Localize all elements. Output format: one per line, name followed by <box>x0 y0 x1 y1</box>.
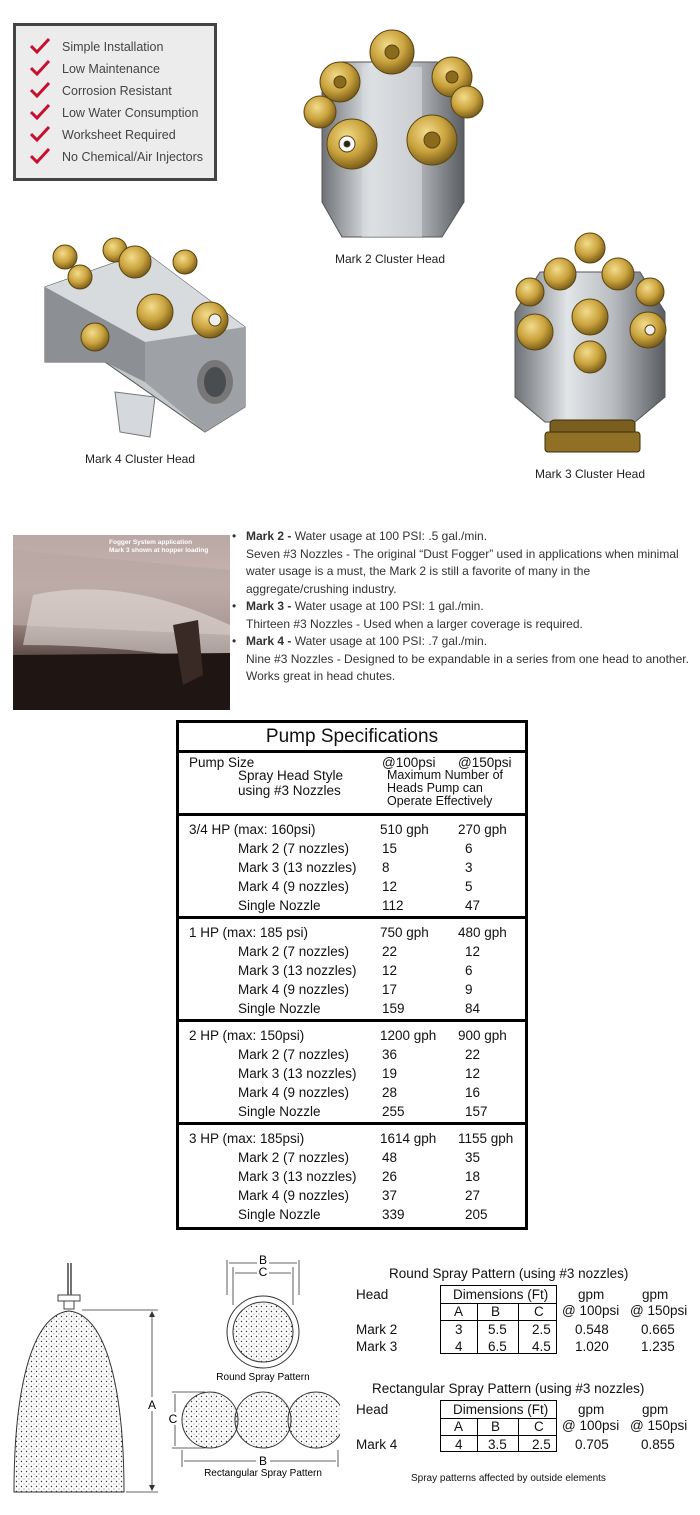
round-dim-b-label: B <box>258 1255 268 1267</box>
round-row-c: 2.5 <box>532 1322 551 1337</box>
mark4-cluster-head-image <box>35 232 250 447</box>
row-v150: 205 <box>465 1207 488 1222</box>
row-label: Mark 3 (13 nozzles) <box>238 963 357 978</box>
mark3-caption: Mark 3 Cluster Head <box>534 467 646 481</box>
checkmark-icon <box>30 126 50 142</box>
checkmark-icon <box>30 148 50 164</box>
mark-desc: Thirteen #3 Nozzles - Used when a larger coverage is required. <box>246 616 583 631</box>
round-row-g100: 0.548 <box>575 1322 609 1337</box>
row-label: Mark 3 (13 nozzles) <box>238 1169 357 1184</box>
round-head-label: Head <box>356 1287 389 1302</box>
rect-row-head: Mark 4 <box>356 1437 398 1452</box>
row-label: Mark 4 (9 nozzles) <box>238 1085 350 1100</box>
round-dim-divider <box>440 1320 557 1321</box>
mark2-cluster-head-image <box>292 22 492 248</box>
feature-item <box>30 124 214 146</box>
row-v150: 3 <box>465 860 473 875</box>
checkmark-icon <box>30 104 50 120</box>
round-row-g150: 0.665 <box>641 1322 675 1337</box>
feature-item <box>30 58 214 80</box>
rect-row-a: 4 <box>455 1437 463 1452</box>
rect-dim-c-label: C <box>168 1412 178 1426</box>
pump-size: 2 HP (max: 150psi) <box>189 1028 305 1043</box>
row-v100: 17 <box>382 982 398 997</box>
round-at-150: @ 150psi <box>630 1303 688 1318</box>
pump-gph-100: 510 gph <box>380 822 429 837</box>
round-row-a: 3 <box>455 1322 463 1337</box>
dim-a-label: A <box>147 1398 157 1412</box>
round-col-a: A <box>454 1304 464 1319</box>
pump-block-3hp <box>179 1125 525 1225</box>
col-head-style-1: Spray Head Style <box>238 768 344 783</box>
row-label: Mark 2 (7 nozzles) <box>238 1150 350 1165</box>
row-v100: 255 <box>382 1104 405 1119</box>
round-row-g100: 1.020 <box>575 1339 609 1354</box>
pump-gph-100: 1200 gph <box>380 1028 437 1043</box>
mark-desc: Seven #3 Nozzles - The original “Dust Fogger” used in applications when minimal water usage is a must, the Mark 2 is still a favorite of many in the aggregate/crushing industry. <box>246 546 679 596</box>
row-label: Mark 3 (13 nozzles) <box>238 1066 357 1081</box>
rect-row-b: 3.5 <box>488 1437 507 1452</box>
row-v150: 6 <box>465 963 473 978</box>
rect-table-title: Rectangular Spray Pattern (using #3 nozzles) <box>372 1381 645 1396</box>
row-v100: 12 <box>382 879 398 894</box>
round-row-g150: 1.235 <box>641 1339 675 1354</box>
row-v100: 37 <box>382 1188 398 1203</box>
pump-size: 3 HP (max: 185psi) <box>189 1131 305 1146</box>
row-v100: 12 <box>382 963 398 978</box>
row-v100: 15 <box>382 841 398 856</box>
pump-table-header <box>179 753 525 816</box>
features-box <box>13 23 217 181</box>
row-v100: 26 <box>382 1169 398 1184</box>
rect-col-b: B <box>491 1419 501 1434</box>
round-dim-c-label: C <box>258 1265 268 1279</box>
photo-caption-line1: Fogger System application <box>109 539 193 546</box>
col-max-heads-3: Operate Effectively <box>387 794 493 808</box>
row-v150: 157 <box>465 1104 488 1119</box>
pump-gph-100: 750 gph <box>380 925 429 940</box>
row-v150: 12 <box>465 1066 481 1081</box>
mark-desc: Nine #3 Nozzles - Designed to be expandable in a series from one head to another. Works great in head chutes. <box>246 651 689 683</box>
pump-size: 3/4 HP (max: 160psi) <box>189 822 316 837</box>
round-row-b: 5.5 <box>488 1322 507 1337</box>
row-label: Single Nozzle <box>238 898 321 913</box>
row-v100: 36 <box>382 1047 398 1062</box>
feature-label: Worksheet Required <box>62 128 176 142</box>
feature-item <box>30 102 214 124</box>
bullet-icon: • <box>232 599 237 613</box>
row-v150: 84 <box>465 1001 481 1016</box>
rect-row-g100: 0.705 <box>575 1437 609 1452</box>
footnote: Spray patterns affected by outside elements <box>411 1473 606 1484</box>
rect-pattern-label: Rectangular Spray Pattern <box>204 1468 322 1479</box>
mark2-caption: Mark 2 Cluster Head <box>334 252 446 266</box>
row-label: Single Nozzle <box>238 1207 321 1222</box>
row-v100: 112 <box>382 898 404 913</box>
mark4-bullet <box>232 633 692 651</box>
pump-gph-150: 270 gph <box>458 822 507 837</box>
row-label: Mark 2 (7 nozzles) <box>238 944 350 959</box>
fogger-application-photo <box>13 535 230 710</box>
pump-block-3-4hp <box>179 816 525 919</box>
row-label: Mark 4 (9 nozzles) <box>238 879 350 894</box>
feature-label: Simple Installation <box>62 40 164 54</box>
col-max-heads-1: Maximum Number of <box>387 768 503 782</box>
row-v100: 48 <box>382 1150 398 1165</box>
rect-at-100: @ 100psi <box>562 1418 620 1433</box>
row-label: Mark 3 (13 nozzles) <box>238 860 357 875</box>
rect-gpm-150: gpm <box>642 1402 669 1417</box>
checkmark-icon <box>30 60 50 76</box>
checkmark-icon <box>30 82 50 98</box>
round-row-c: 4.5 <box>532 1339 551 1354</box>
row-v100: 159 <box>382 1001 405 1016</box>
row-label: Mark 2 (7 nozzles) <box>238 841 350 856</box>
feature-label: Low Water Consumption <box>62 106 199 120</box>
row-v100: 28 <box>382 1085 398 1100</box>
pump-block-2hp <box>179 1022 525 1125</box>
feature-label: No Chemical/Air Injectors <box>62 150 204 164</box>
feature-item <box>30 146 214 168</box>
mark-usage: Water usage at 100 PSI: .5 gal./min. <box>294 529 488 543</box>
col-100psi: @100psi <box>382 755 436 770</box>
checkmark-icon <box>30 38 50 54</box>
row-label: Single Nozzle <box>238 1001 321 1016</box>
mark4-caption: Mark 4 Cluster Head <box>84 452 196 466</box>
col-head-style-2: using #3 Nozzles <box>238 783 341 798</box>
row-v150: 22 <box>465 1047 481 1062</box>
rect-col-c: C <box>534 1419 544 1434</box>
rect-gpm-100: gpm <box>578 1402 605 1417</box>
rect-col-a: A <box>454 1419 464 1434</box>
rect-row-g150: 0.855 <box>641 1437 675 1452</box>
mark2-bullet <box>232 528 692 546</box>
pump-size: 1 HP (max: 185 psi) <box>189 925 309 940</box>
mark-name: Mark 3 - <box>246 599 292 613</box>
row-label: Single Nozzle <box>238 1104 321 1119</box>
mark-usage: Water usage at 100 PSI: .7 gal./min. <box>294 634 488 648</box>
rect-at-150: @ 150psi <box>630 1418 688 1433</box>
pump-gph-150: 1155 gph <box>458 1131 514 1146</box>
bullet-icon: • <box>232 634 237 648</box>
mark-name: Mark 2 - <box>246 529 292 543</box>
rect-row-c: 2.5 <box>532 1437 551 1452</box>
round-pattern-label: Round Spray Pattern <box>216 1372 310 1383</box>
round-table-title: Round Spray Pattern (using #3 nozzles) <box>389 1266 629 1281</box>
rect-dim-divider <box>518 1418 519 1452</box>
round-col-c: C <box>534 1304 544 1319</box>
row-v150: 9 <box>465 982 473 997</box>
photo-caption-line2: Mark 3 shown at hopper loading <box>109 547 209 554</box>
row-v100: 8 <box>382 860 390 875</box>
rect-head-label: Head <box>356 1402 389 1417</box>
rect-dim-divider <box>477 1418 478 1452</box>
pump-specifications-table <box>176 720 528 1230</box>
row-v150: 18 <box>465 1169 481 1184</box>
row-v150: 12 <box>465 944 481 959</box>
mark3-cluster-head-image <box>500 232 680 457</box>
round-row-head: Mark 3 <box>356 1339 398 1354</box>
rect-dim-b-label: B <box>258 1454 268 1468</box>
feature-item <box>30 36 214 58</box>
row-v150: 27 <box>465 1188 481 1203</box>
rect-dims-header: Dimensions (Ft) <box>453 1402 549 1417</box>
rect-dim-divider <box>440 1435 557 1436</box>
row-v100: 19 <box>382 1066 398 1081</box>
row-v150: 6 <box>465 841 473 856</box>
mark3-bullet <box>232 598 692 616</box>
row-v150: 5 <box>465 879 473 894</box>
row-v150: 47 <box>465 898 481 913</box>
mark-usage: Water usage at 100 PSI: 1 gal./min. <box>294 599 484 613</box>
round-row-head: Mark 2 <box>356 1322 398 1337</box>
round-dim-divider <box>518 1303 519 1354</box>
pump-gph-100: 1614 gph <box>380 1131 437 1146</box>
round-dim-divider <box>477 1303 478 1354</box>
row-v150: 35 <box>465 1150 481 1165</box>
row-label: Mark 4 (9 nozzles) <box>238 982 350 997</box>
round-gpm-100: gpm <box>578 1287 605 1302</box>
pump-gph-150: 480 gph <box>458 925 507 940</box>
col-pump-size: Pump Size <box>189 755 255 770</box>
round-gpm-150: gpm <box>642 1287 669 1302</box>
spray-pattern-diagram <box>0 1255 340 1505</box>
round-row-b: 6.5 <box>488 1339 507 1354</box>
pump-table-title: Pump Specifications <box>179 723 525 753</box>
row-v100: 22 <box>382 944 398 959</box>
feature-label: Low Maintenance <box>62 62 160 76</box>
col-max-heads-2: Heads Pump can <box>387 781 483 795</box>
round-row-a: 4 <box>455 1339 463 1354</box>
round-dims-header: Dimensions (Ft) <box>453 1287 549 1302</box>
feature-item <box>30 80 214 102</box>
round-col-b: B <box>491 1304 501 1319</box>
row-v100: 339 <box>382 1207 405 1222</box>
col-150psi: @150psi <box>458 755 512 770</box>
pump-block-1hp <box>179 919 525 1022</box>
row-label: Mark 2 (7 nozzles) <box>238 1047 350 1062</box>
pump-gph-150: 900 gph <box>458 1028 507 1043</box>
row-v150: 16 <box>465 1085 481 1100</box>
feature-label: Corrosion Resistant <box>62 84 172 98</box>
round-at-100: @ 100psi <box>562 1303 620 1318</box>
mark-name: Mark 4 - <box>246 634 292 648</box>
row-label: Mark 4 (9 nozzles) <box>238 1188 350 1203</box>
bullet-icon: • <box>232 529 237 543</box>
mark-descriptions <box>232 528 692 686</box>
